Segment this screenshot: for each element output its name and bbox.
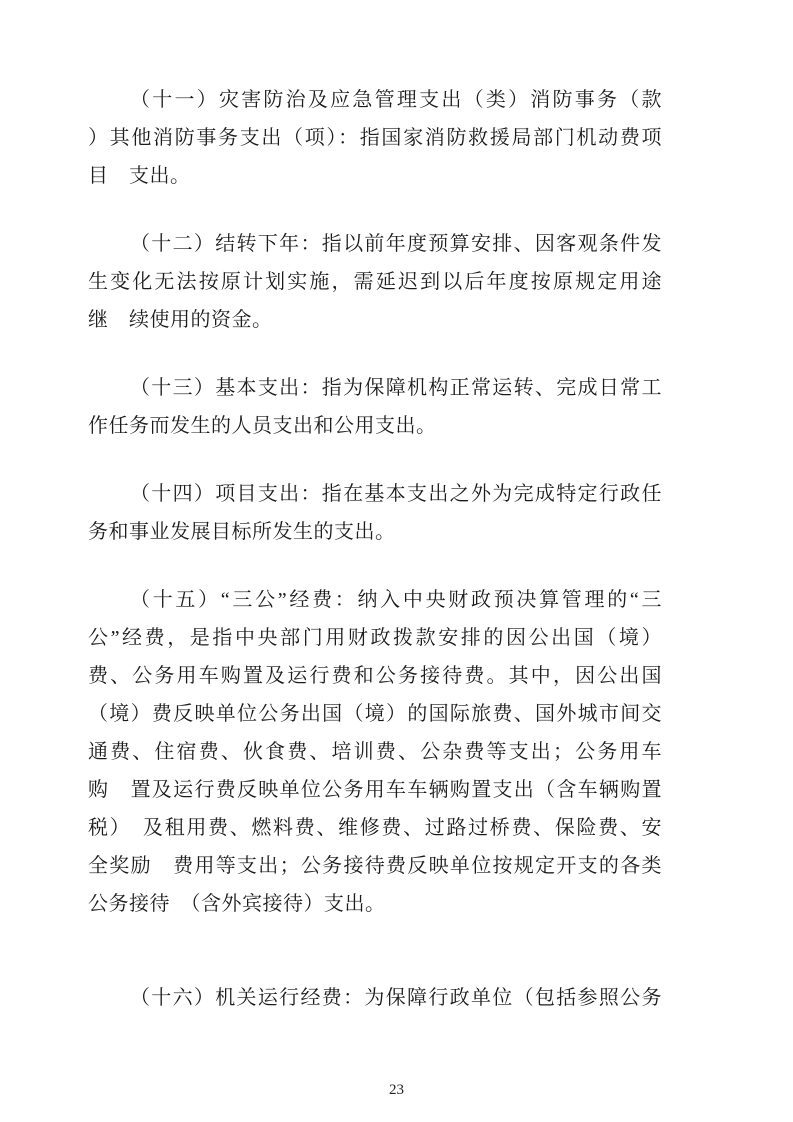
page-body xyxy=(88,81,662,1047)
text-line: （十一）灾害防治及应急管理支出（类）消防事务（款 xyxy=(130,89,662,111)
text-line: ）其他消防事务支出（项）：指国家消防救援局部门机动费项 xyxy=(88,127,662,149)
text-line: （十六）机关运行经费：为保障行政单位（包括参照公务 xyxy=(130,987,662,1009)
text-line: 作任务而发生的人员支出和公用支出。 xyxy=(88,415,437,437)
text-line: 购 置及运行费反映单位公务用车车辆购置支出（含车辆购置 xyxy=(88,779,662,801)
text-line: 费、公务用车购置及运行费和公务接待费。其中，因公出国 xyxy=(88,665,662,687)
paragraph-13 xyxy=(88,369,662,445)
text-line: （十五）“三公”经费：纳入中央财政预决算管理的“三 xyxy=(130,589,662,611)
text-line: 生变化无法按原计划实施，需延迟到以后年度按原规定用途 xyxy=(88,271,662,293)
text-line: 目 支出。 xyxy=(88,165,191,187)
text-line: 全奖励 费用等支出；公务接待费反映单位按规定开支的各类 xyxy=(88,855,662,877)
text-line: 公”经费，是指中央部门用财政拨款安排的因公出国（境） xyxy=(88,627,662,649)
paragraph-12 xyxy=(88,225,662,339)
text-line: 公务接待 （含外宾接待）支出。 xyxy=(88,893,386,915)
text-line: （境）费反映单位公务出国（境）的国际旅费、国外城市间交 xyxy=(88,703,662,725)
text-line: 务和事业发展目标所发生的支出。 xyxy=(88,521,396,543)
text-line: 继 续使用的资金。 xyxy=(88,309,273,331)
text-line: （十三）基本支出：指为保障机构正常运转、完成日常工 xyxy=(130,377,662,399)
text-line: （十四）项目支出：指在基本支出之外为完成特定行政任 xyxy=(130,483,662,505)
paragraph-15 xyxy=(88,581,662,923)
paragraph-14 xyxy=(88,475,662,551)
page-number: 23 xyxy=(389,1082,404,1098)
text-line: （十二）结转下年：指以前年度预算安排、因客观条件发 xyxy=(130,233,662,255)
paragraph-16 xyxy=(88,979,662,1017)
text-line: 通费、住宿费、伙食费、培训费、公杂费等支出；公务用车 xyxy=(88,741,662,763)
paragraph-11 xyxy=(88,81,662,195)
text-line: 税） 及租用费、燃料费、维修费、过路过桥费、保险费、安 xyxy=(88,817,662,839)
